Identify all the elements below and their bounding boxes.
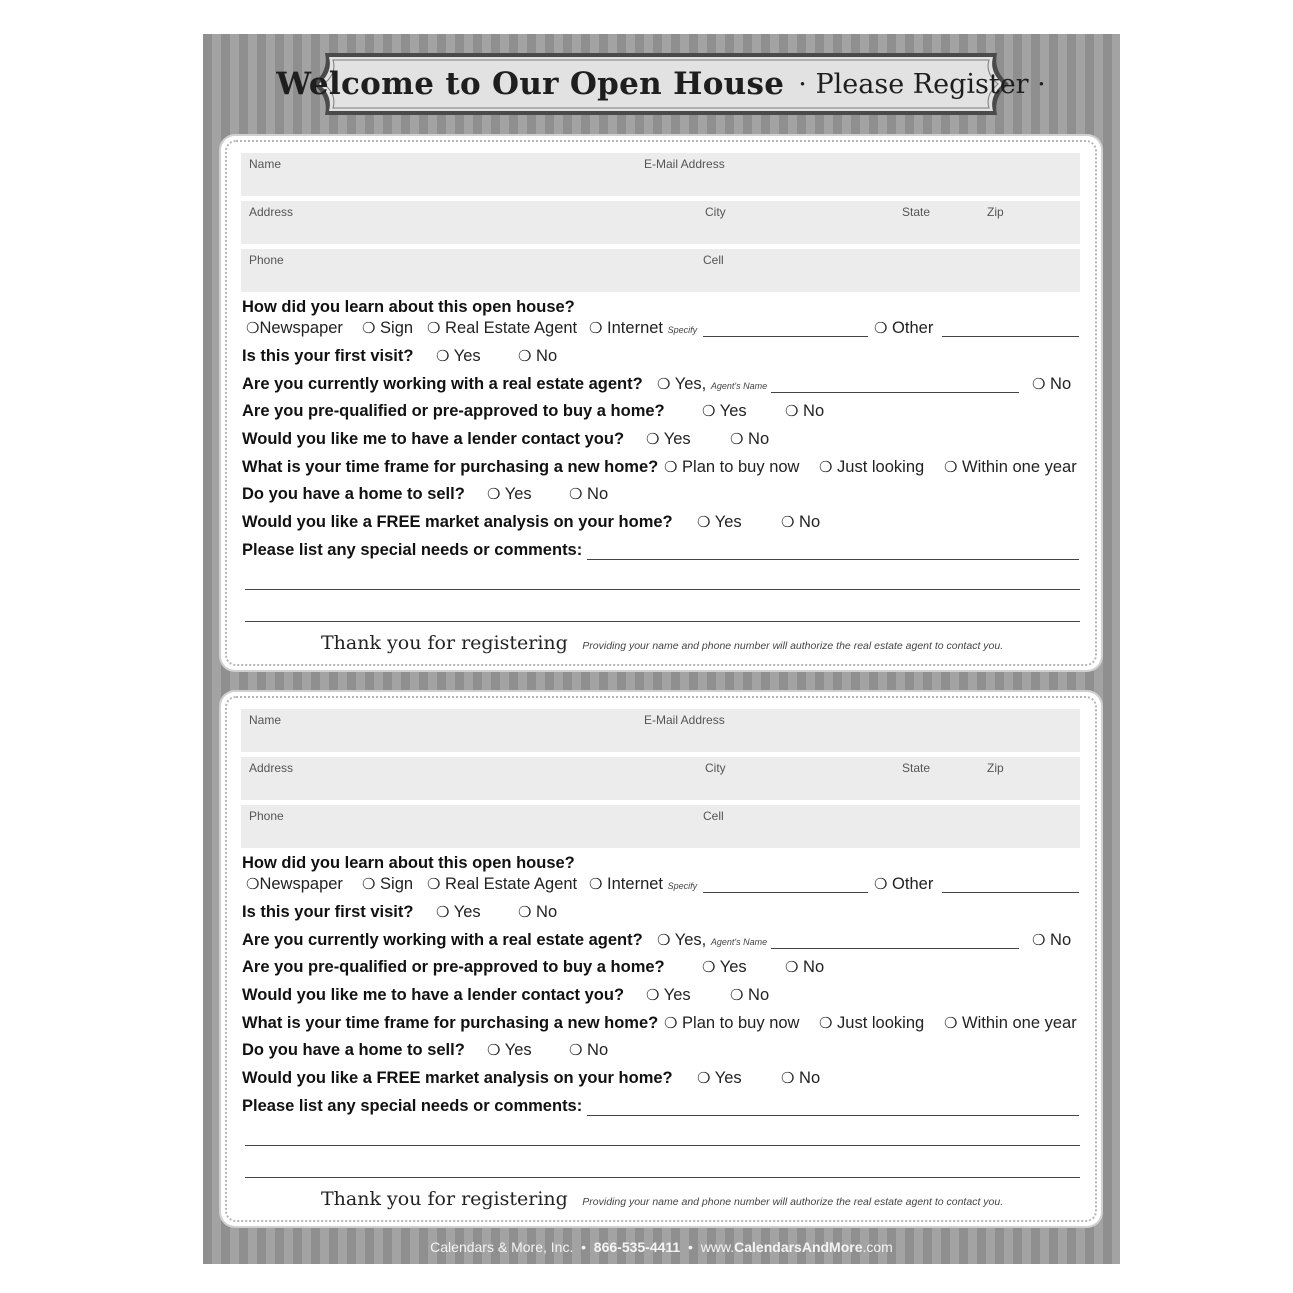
disclaimer-text: Providing your name and phone number will authorize the real estate agent to contact you.: [582, 640, 1004, 652]
market-yes[interactable]: ❍ Yes: [697, 513, 742, 531]
question-working-agent: Are you currently working with a real estate agent? ❍ Yes, Agent's Name ❍ No: [242, 931, 1072, 949]
question-prequalified: Are you pre-qualified or pre-approved to buy a home? ❍ Yes ❍ No: [242, 958, 825, 976]
question-comments: Please list any special needs or comments:: [242, 541, 1102, 560]
home-sell-yes[interactable]: ❍ Yes: [487, 485, 532, 503]
question-home-sell: Do you have a home to sell? ❍ Yes ❍ No: [242, 485, 609, 503]
address-label: Address: [249, 761, 294, 775]
option-real-estate-agent[interactable]: ❍ Real Estate Agent: [427, 875, 578, 893]
option-newspaper[interactable]: ❍Newspaper: [246, 875, 343, 893]
other-specify-line[interactable]: [942, 336, 1079, 337]
question-timeframe: What is your time frame for purchasing a new home? ❍ Plan to buy now ❍ Just looking ❍ Within one year: [242, 458, 1077, 476]
lender-no[interactable]: ❍ No: [730, 430, 770, 448]
footer: [203, 1239, 1120, 1255]
name-label: Name: [249, 157, 282, 171]
registration-sheet: [203, 34, 1120, 1264]
comments-line-2[interactable]: [245, 589, 1080, 590]
address-row: [241, 757, 1080, 800]
disclaimer-text: Providing your name and phone number will authorize the real estate agent to contact you.: [582, 1196, 1004, 1208]
city-label: City: [705, 761, 726, 775]
first-visit-yes[interactable]: ❍ Yes: [436, 347, 481, 365]
footer-separator: •: [581, 1239, 587, 1255]
option-other[interactable]: ❍ Other: [874, 875, 934, 893]
comments-line-2[interactable]: [245, 1145, 1080, 1146]
prequalified-yes[interactable]: ❍ Yes: [702, 402, 747, 420]
home-sell-no[interactable]: ❍ No: [569, 1041, 609, 1059]
other-specify-line[interactable]: [942, 892, 1079, 893]
option-real-estate-agent[interactable]: ❍ Real Estate Agent: [427, 319, 578, 337]
cell-label: Cell: [703, 253, 724, 267]
phone-label: Phone: [249, 253, 284, 267]
market-no[interactable]: ❍ No: [781, 1069, 821, 1087]
question-comments: Please list any special needs or comments:: [242, 1097, 1102, 1116]
timeframe-year[interactable]: ❍ Within one year: [944, 458, 1077, 476]
footer-website[interactable]: www.CalendarsAndMore.com: [700, 1239, 893, 1255]
first-visit-no[interactable]: ❍ No: [518, 903, 558, 921]
agent-name-line[interactable]: [771, 392, 1019, 393]
agent-name-line[interactable]: [771, 948, 1019, 949]
option-internet[interactable]: ❍ Internet Specify: [589, 319, 698, 337]
address-row: [241, 201, 1080, 244]
question-lender: Would you like me to have a lender contact you? ❍ Yes ❍ No: [242, 430, 770, 448]
market-no[interactable]: ❍ No: [781, 513, 821, 531]
question-market-analysis: Would you like a FREE market analysis on your home? ❍ Yes ❍ No: [242, 513, 821, 531]
option-sign[interactable]: ❍ Sign: [362, 319, 414, 337]
email-label: E-Mail Address: [644, 713, 725, 727]
prequalified-no[interactable]: ❍ No: [785, 958, 825, 976]
page-subtitle: · Please Register ·: [798, 68, 1046, 100]
timeframe-looking[interactable]: ❍ Just looking: [819, 1014, 925, 1032]
prequalified-yes[interactable]: ❍ Yes: [702, 958, 747, 976]
page-title: Welcome to Our Open House: [276, 66, 785, 102]
question-working-agent: Are you currently working with a real estate agent? ❍ Yes, Agent's Name ❍ No: [242, 375, 1072, 393]
thanks-row: [321, 1188, 1003, 1210]
comments-line-3[interactable]: [245, 1177, 1080, 1178]
thanks-text: Thank you for registering: [321, 1188, 568, 1210]
working-agent-yes[interactable]: ❍ Yes, Agent's Name: [657, 931, 768, 949]
cell-label: Cell: [703, 809, 724, 823]
phone-row: [241, 805, 1080, 848]
title-banner: [276, 51, 1046, 117]
option-newspaper[interactable]: ❍Newspaper: [246, 319, 343, 337]
home-sell-no[interactable]: ❍ No: [569, 485, 609, 503]
lender-no[interactable]: ❍ No: [730, 986, 770, 1004]
question-timeframe: What is your time frame for purchasing a new home? ❍ Plan to buy now ❍ Just looking ❍ Within one year: [242, 1014, 1077, 1032]
question-lender: Would you like me to have a lender contact you? ❍ Yes ❍ No: [242, 986, 770, 1004]
thanks-text: Thank you for registering: [321, 632, 568, 654]
first-visit-yes[interactable]: ❍ Yes: [436, 903, 481, 921]
question-market-analysis: Would you like a FREE market analysis on your home? ❍ Yes ❍ No: [242, 1069, 821, 1087]
internet-specify-line[interactable]: [703, 336, 868, 337]
comments-line-1[interactable]: [587, 559, 1079, 560]
question-learn: How did you learn about this open house?: [242, 854, 575, 872]
timeframe-year[interactable]: ❍ Within one year: [944, 1014, 1077, 1032]
state-label: State: [902, 761, 931, 775]
city-label: City: [705, 205, 726, 219]
footer-phone: 866-535-4411: [593, 1239, 681, 1255]
timeframe-plan[interactable]: ❍ Plan to buy now: [664, 458, 800, 476]
market-yes[interactable]: ❍ Yes: [697, 1069, 742, 1087]
home-sell-yes[interactable]: ❍ Yes: [487, 1041, 532, 1059]
working-agent-no[interactable]: ❍ No: [1032, 375, 1072, 393]
registration-card-1: [221, 136, 1101, 670]
footer-separator: •: [688, 1239, 693, 1255]
option-internet[interactable]: ❍ Internet Specify: [589, 875, 698, 893]
question-home-sell: Do you have a home to sell? ❍ Yes ❍ No: [242, 1041, 609, 1059]
prequalified-no[interactable]: ❍ No: [785, 402, 825, 420]
name-email-row: [241, 153, 1080, 196]
internet-specify-line[interactable]: [703, 892, 868, 893]
question-learn: How did you learn about this open house?: [242, 298, 575, 316]
question-first-visit: Is this your first visit? ❍ Yes ❍ No: [242, 347, 558, 365]
working-agent-yes[interactable]: ❍ Yes, Agent's Name: [657, 375, 768, 393]
question-prequalified: Are you pre-qualified or pre-approved to buy a home? ❍ Yes ❍ No: [242, 402, 825, 420]
comments-line-1[interactable]: [587, 1115, 1079, 1116]
thanks-row: [321, 632, 1003, 654]
timeframe-looking[interactable]: ❍ Just looking: [819, 458, 925, 476]
option-other[interactable]: ❍ Other: [874, 319, 934, 337]
state-label: State: [902, 205, 931, 219]
lender-yes[interactable]: ❍ Yes: [646, 430, 691, 448]
zip-label: Zip: [987, 761, 1004, 775]
question-first-visit: Is this your first visit? ❍ Yes ❍ No: [242, 903, 558, 921]
zip-label: Zip: [987, 205, 1004, 219]
working-agent-no[interactable]: ❍ No: [1032, 931, 1072, 949]
comments-line-3[interactable]: [245, 621, 1080, 622]
email-label: E-Mail Address: [644, 157, 725, 171]
footer-company: Calendars & More, Inc.: [430, 1239, 574, 1255]
address-label: Address: [249, 205, 294, 219]
timeframe-plan[interactable]: ❍ Plan to buy now: [664, 1014, 800, 1032]
lender-yes[interactable]: ❍ Yes: [646, 986, 691, 1004]
registration-card-2: [221, 692, 1101, 1226]
phone-row: [241, 249, 1080, 292]
name-label: Name: [249, 713, 282, 727]
phone-label: Phone: [249, 809, 284, 823]
option-sign[interactable]: ❍ Sign: [362, 875, 414, 893]
first-visit-no[interactable]: ❍ No: [518, 347, 558, 365]
name-email-row: [241, 709, 1080, 752]
